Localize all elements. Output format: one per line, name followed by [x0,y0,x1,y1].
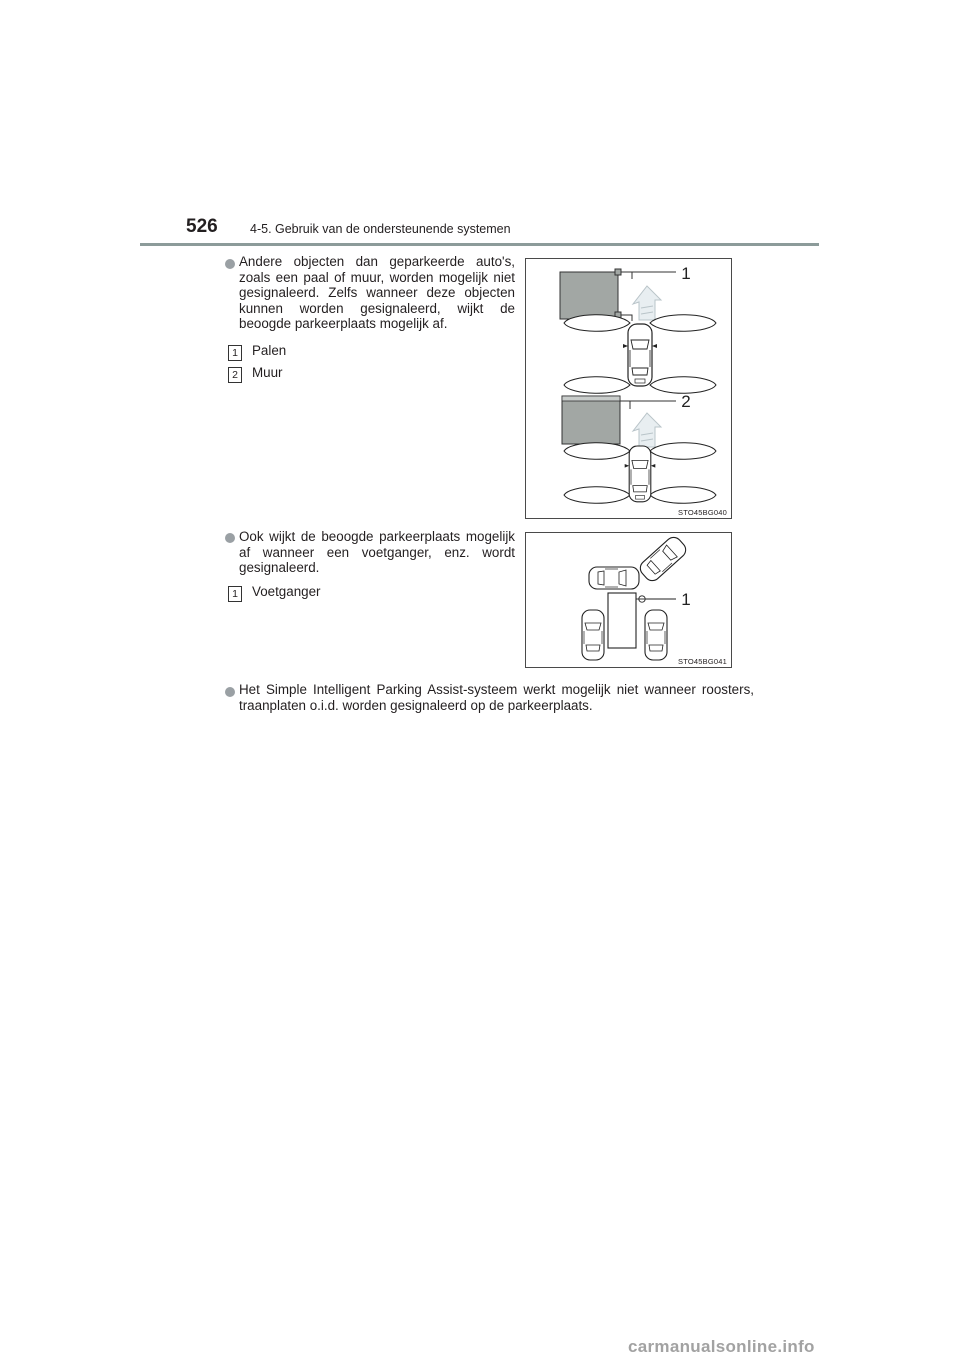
legend-item-voetganger [228,584,321,602]
legend-number: 1 [228,345,242,361]
paragraph-objects: Andere objecten dan geparkeerde auto's, zoals een paal of muur, worden mogelijk niet gesignaleerd. Zelfs wanneer deze objecten kunnen worden gesignaleerd, wijkt de beoogde parkeerplaats mogelijk af. [239,254,515,332]
callout-1: 1 [681,590,691,609]
paragraph-grates: Het Simple Intelligent Parking Assist-systeem werkt mogelijk niet wanneer roosters, traanplaten o.i.d. worden gesignaleerd op de parkeerplaats. [239,682,754,713]
legend-number: 1 [228,586,242,602]
callout-2: 2 [681,392,691,411]
bullet-icon [225,687,235,697]
paragraph-pedestrian: Ook wijkt de beoogde parkeerplaats mogelijk af wanneer een voetganger, enz. wordt gesignaleerd. [239,529,515,576]
section-title: 4-5. Gebruik van de ondersteunende systemen [250,222,511,236]
watermark: carmanualsonline.info [628,1337,815,1356]
figure-code: STO45BG041 [678,657,727,666]
figure-pedestrian [525,532,732,668]
figure-poles-wall [525,258,732,519]
header-rule [140,243,819,246]
bullet-icon [225,533,235,543]
callout-1: 1 [681,264,691,283]
figure-code: STO45BG040 [678,508,727,517]
legend-label: Muur [252,365,283,380]
legend-item-palen [228,343,286,361]
legend-number: 2 [228,367,242,383]
bullet-icon [225,259,235,269]
page-number: 526 [186,216,218,237]
legend-label: Palen [252,343,287,358]
legend-label: Voetganger [252,584,321,599]
legend-item-muur [228,365,283,383]
